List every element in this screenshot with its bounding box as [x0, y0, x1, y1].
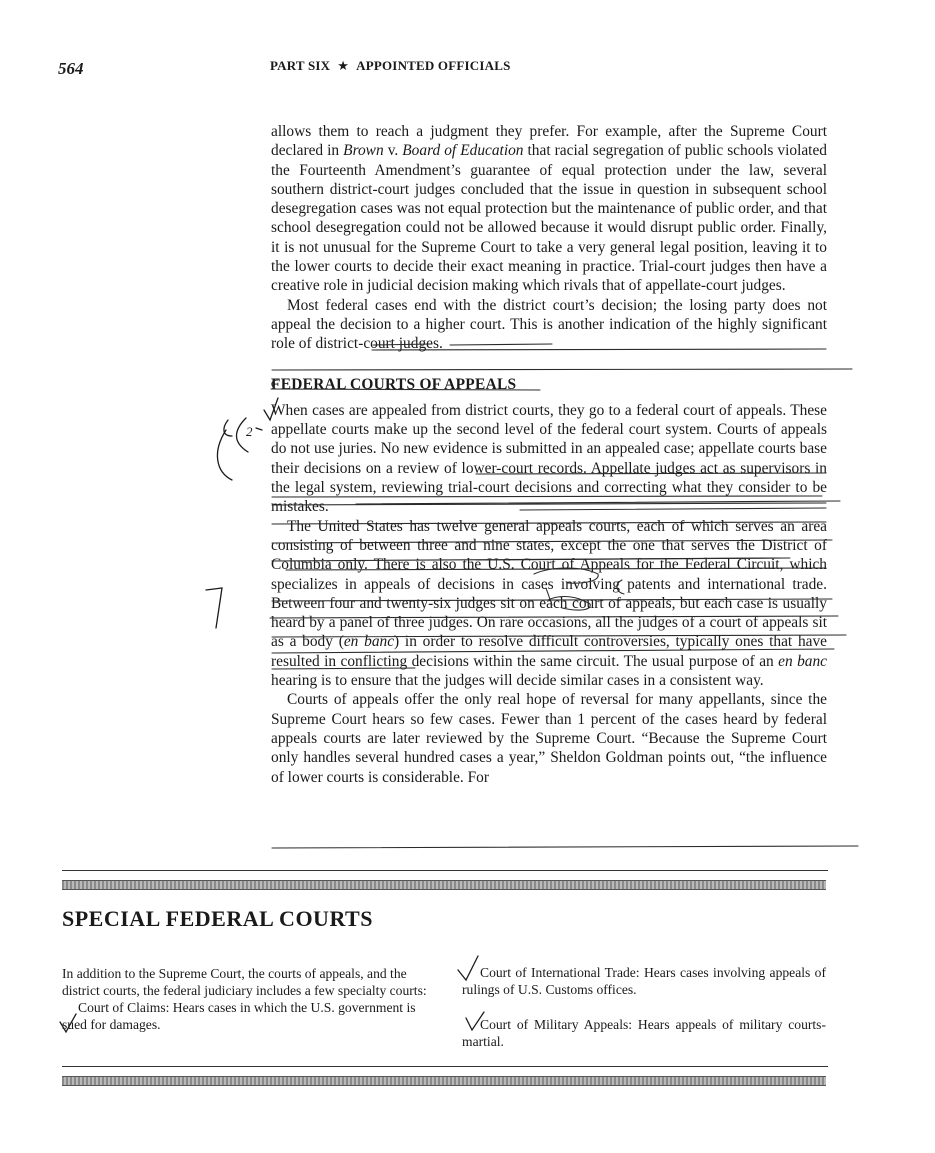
box-item-claims-text: Court of Claims: Hears cases in which the U.S. government is sued for damages.	[62, 1000, 416, 1032]
page-number: 564	[58, 59, 84, 78]
star-separator-icon: ★	[337, 58, 350, 73]
en-banc-term: en banc	[343, 633, 395, 651]
box-heading: SPECIAL FEDERAL COURTS	[62, 906, 373, 931]
box-left-column	[62, 965, 430, 1033]
box-right-column	[462, 964, 826, 1050]
section-heading: FEDERAL COURTS OF APPEALS	[271, 375, 517, 393]
paragraph-1-text-a: allows them to reach a judgment they prefer. For example, after the Supreme Court declared in	[271, 123, 827, 160]
running-head-part: PART SIX	[270, 58, 331, 73]
paragraph-1-text-b: that racial segregation of public schools violated the Fourteenth Amendment’s guarantee of equal protection under the law, several southern district-court judges concluded that the issue in question in subsequent school desegregation cases was not equal protection but the maintenance of public order, and that school desegregation could not be allowed because it would disrupt public order. Finally, it is not unusual for the Supreme Court to take a very general legal position, leaving it to the lower courts to decide their exact meaning in practice. Trial-court judges then have a creative role in judicial decision making which rivals that of appellate-court judges.	[271, 142, 827, 295]
paragraph-3: When cases are appealed from district courts, they go to a federal court of appeals. These appellate courts make up the second level of the federal court system. Courts of appeals do not use juries. No new evidence is submitted in an appealed case; appellate courts base their decisions on a review of lower-court records. Appellate judges act as supervisors in the legal system, reviewing trial-court decisions and correcting what they consider to be mistakes.	[271, 401, 827, 516]
running-head-section: APPOINTED OFFICIALS	[356, 58, 511, 73]
paragraph-4-text-a: The United States has twelve general appeals courts, each of which serves an area consisting of between three and nine states, except the one that serves the District of Columbia only. There is also the U.S. Court of Appeals for the Federal Circuit, which specializes in appeals of decisions in cases involving patents and international trade. Between four and twenty-six judges sit on each court of appeals, but each case is usually heard by a panel of three judges. On rare occasions, all the judges of a court of appeals sit as a body (	[271, 517, 827, 651]
box-top-bar	[62, 880, 826, 890]
paragraph-4-text-b: ) in order to resolve difficult controversies, typically ones that have resulted in conflicting decisions within the same circuit. The usual purpose of an	[271, 633, 827, 670]
box-item-claims	[62, 999, 430, 1033]
paragraph-4	[271, 517, 827, 691]
margin-circled-numeral: 2	[246, 424, 253, 439]
case-name-2: Board of Education	[402, 142, 524, 160]
running-head	[270, 58, 511, 74]
en-banc-term-2: en banc	[778, 652, 827, 670]
paragraph-1	[271, 122, 827, 296]
box-item-trade-text: Court of International Trade: Hears cases involving appeals of rulings of U.S. Customs offices.	[462, 965, 826, 997]
box-item-military	[462, 1016, 826, 1050]
box-intro: In addition to the Supreme Court, the courts of appeals, and the district courts, the federal judiciary includes a few specialty courts:	[62, 966, 427, 998]
box-item-military-text: Court of Military Appeals: Hears appeals of military courts-martial.	[462, 1017, 826, 1049]
case-v: v.	[383, 142, 403, 160]
paragraph-2: Most federal cases end with the district court’s decision; the losing party does not appeal the decision to a higher court. This is another indication of the highly significant role of district-court judges.	[271, 296, 827, 353]
box-bottom-bar	[62, 1076, 826, 1086]
box-bottom-rule	[62, 1066, 828, 1067]
paragraph-4-text-c: hearing is to ensure that the judges will decide similar cases in a consistent way.	[271, 672, 764, 690]
body-text-column	[271, 122, 827, 787]
box-item-trade	[462, 964, 826, 998]
case-name: Brown	[343, 142, 384, 160]
box-top-rule	[62, 870, 828, 871]
paragraph-5: Courts of appeals offer the only real hope of reversal for many appellants, since the Supreme Court hears so few cases. Fewer than 1 percent of the cases heard by federal appeals courts are later reviewed by the Supreme Court. “Because the Supreme Court only handles several hundred cases a year,” Sheldon Goldman points out, “the influence of lower courts is considerable. For	[271, 691, 827, 786]
